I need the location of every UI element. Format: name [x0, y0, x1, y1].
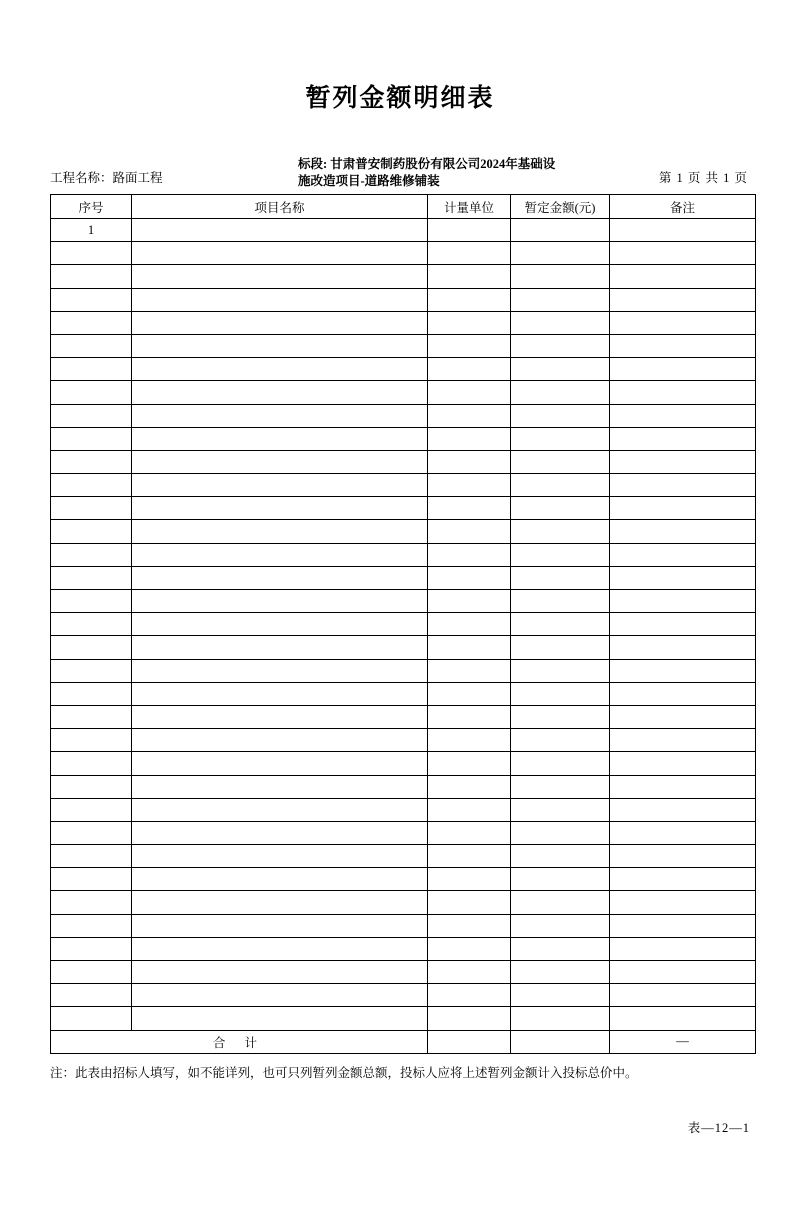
- cell-no[interactable]: [51, 775, 132, 798]
- cell-unit[interactable]: [428, 358, 511, 381]
- table-row: [51, 682, 756, 705]
- cell-amount[interactable]: [511, 219, 610, 242]
- cell-item-name[interactable]: [132, 219, 428, 242]
- cell-unit[interactable]: [428, 705, 511, 728]
- table-row: [51, 798, 756, 821]
- table-row: [51, 775, 756, 798]
- project-name: [50, 168, 163, 186]
- form-code: 表—12—1: [687, 1121, 750, 1135]
- table-row: [51, 265, 756, 288]
- cell-item-name[interactable]: [132, 891, 428, 914]
- table-row: [51, 868, 756, 891]
- table-row: [51, 729, 756, 752]
- cell-item-name[interactable]: [132, 914, 428, 937]
- cell-amount[interactable]: [511, 821, 610, 844]
- table-row: [51, 752, 756, 775]
- cell-remark[interactable]: [610, 219, 756, 242]
- cell-unit[interactable]: [428, 845, 511, 868]
- cell-amount[interactable]: [511, 590, 610, 613]
- column-header-no: 序号: [51, 195, 132, 219]
- cell-remark[interactable]: [610, 543, 756, 566]
- cell-unit[interactable]: [428, 729, 511, 752]
- cell-remark[interactable]: [610, 474, 756, 497]
- table-row: [51, 636, 756, 659]
- table-row: [51, 891, 756, 914]
- cell-item-name[interactable]: [132, 288, 428, 311]
- cell-remark[interactable]: [610, 427, 756, 450]
- cell-amount[interactable]: [511, 311, 610, 334]
- cell-item-name[interactable]: [132, 752, 428, 775]
- cell-remark[interactable]: [610, 520, 756, 543]
- cell-remark[interactable]: [610, 311, 756, 334]
- page-title: 暂列金额明细表: [305, 84, 495, 112]
- cell-no[interactable]: [51, 520, 132, 543]
- cell-remark[interactable]: [610, 729, 756, 752]
- cell-remark[interactable]: [610, 381, 756, 404]
- cell-no[interactable]: [51, 961, 132, 984]
- cell-item-name[interactable]: [132, 798, 428, 821]
- cell-item-name[interactable]: [132, 937, 428, 960]
- cell-amount[interactable]: [511, 450, 610, 473]
- cell-amount[interactable]: [511, 520, 610, 543]
- cell-no[interactable]: [51, 613, 132, 636]
- cell-amount[interactable]: [511, 242, 610, 265]
- cell-no[interactable]: [51, 427, 132, 450]
- cell-item-name[interactable]: [132, 566, 428, 589]
- cell-no[interactable]: [51, 381, 132, 404]
- cell-no[interactable]: [51, 474, 132, 497]
- cell-remark[interactable]: [610, 845, 756, 868]
- table-body: [51, 219, 756, 1031]
- cell-item-name[interactable]: [132, 358, 428, 381]
- cell-item-name[interactable]: [132, 590, 428, 613]
- cell-remark[interactable]: [610, 566, 756, 589]
- cell-item-name[interactable]: [132, 427, 428, 450]
- cell-amount[interactable]: [511, 775, 610, 798]
- cell-amount[interactable]: [511, 705, 610, 728]
- table-row: [51, 450, 756, 473]
- cell-remark[interactable]: [610, 358, 756, 381]
- cell-no[interactable]: [51, 914, 132, 937]
- table-row: [51, 334, 756, 357]
- provisional-sum-table: [50, 194, 756, 1054]
- table-row: [51, 474, 756, 497]
- cell-unit[interactable]: [428, 497, 511, 520]
- cell-remark[interactable]: [610, 891, 756, 914]
- cell-no[interactable]: [51, 845, 132, 868]
- cell-unit[interactable]: [428, 613, 511, 636]
- cell-amount[interactable]: [511, 381, 610, 404]
- cell-no[interactable]: [51, 798, 132, 821]
- cell-unit[interactable]: [428, 891, 511, 914]
- cell-no[interactable]: [51, 450, 132, 473]
- table-row: [51, 590, 756, 613]
- cell-item-name[interactable]: [132, 636, 428, 659]
- cell-no[interactable]: [51, 752, 132, 775]
- cell-no[interactable]: [51, 682, 132, 705]
- table-total-row: [51, 1030, 756, 1053]
- cell-unit[interactable]: [428, 937, 511, 960]
- cell-unit[interactable]: [428, 381, 511, 404]
- column-header-item-name: 项目名称: [132, 195, 428, 219]
- meta-header: [50, 156, 750, 192]
- cell-no[interactable]: [51, 659, 132, 682]
- cell-remark[interactable]: [610, 798, 756, 821]
- cell-item-name[interactable]: [132, 775, 428, 798]
- cell-item-name[interactable]: [132, 543, 428, 566]
- total-remark: —: [610, 1030, 756, 1053]
- cell-unit[interactable]: [428, 311, 511, 334]
- table-row: [51, 845, 756, 868]
- cell-remark[interactable]: [610, 288, 756, 311]
- cell-unit[interactable]: [428, 1007, 511, 1030]
- table-row: [51, 543, 756, 566]
- cell-amount[interactable]: [511, 474, 610, 497]
- cell-remark[interactable]: [610, 636, 756, 659]
- cell-remark[interactable]: [610, 497, 756, 520]
- cell-remark[interactable]: [610, 659, 756, 682]
- cell-amount[interactable]: [511, 334, 610, 357]
- table-row: [51, 358, 756, 381]
- cell-amount[interactable]: [511, 682, 610, 705]
- cell-unit[interactable]: [428, 242, 511, 265]
- cell-no[interactable]: [51, 729, 132, 752]
- cell-item-name[interactable]: [132, 242, 428, 265]
- cell-unit[interactable]: [428, 682, 511, 705]
- cell-no[interactable]: [51, 891, 132, 914]
- cell-unit[interactable]: [428, 798, 511, 821]
- cell-amount[interactable]: [511, 914, 610, 937]
- cell-no[interactable]: [51, 566, 132, 589]
- cell-no[interactable]: [51, 311, 132, 334]
- cell-unit[interactable]: [428, 520, 511, 543]
- cell-amount[interactable]: [511, 798, 610, 821]
- table-row: [51, 1007, 756, 1030]
- cell-amount[interactable]: [511, 659, 610, 682]
- total-unit: [428, 1030, 511, 1053]
- cell-remark[interactable]: [610, 613, 756, 636]
- cell-remark[interactable]: [610, 682, 756, 705]
- cell-remark[interactable]: [610, 961, 756, 984]
- table-header-row: [51, 195, 756, 219]
- cell-item-name[interactable]: [132, 474, 428, 497]
- section-name-line1: 标段: 甘肃普安制药股份有限公司2024年基础设: [298, 157, 556, 171]
- table-row: [51, 984, 756, 1007]
- table-row: [51, 961, 756, 984]
- cell-item-name[interactable]: [132, 381, 428, 404]
- cell-no[interactable]: [51, 821, 132, 844]
- cell-amount[interactable]: [511, 636, 610, 659]
- cell-amount[interactable]: [511, 613, 610, 636]
- table-row: [51, 381, 756, 404]
- cell-remark[interactable]: [610, 752, 756, 775]
- section-name: [298, 156, 588, 190]
- cell-unit[interactable]: [428, 288, 511, 311]
- cell-remark[interactable]: [610, 590, 756, 613]
- cell-no[interactable]: [51, 358, 132, 381]
- cell-amount[interactable]: [511, 288, 610, 311]
- cell-unit[interactable]: [428, 590, 511, 613]
- cell-amount[interactable]: [511, 265, 610, 288]
- cell-item-name[interactable]: [132, 520, 428, 543]
- cell-unit[interactable]: [428, 334, 511, 357]
- cell-item-name[interactable]: [132, 1007, 428, 1030]
- cell-unit[interactable]: [428, 219, 511, 242]
- cell-item-name[interactable]: [132, 705, 428, 728]
- cell-item-name[interactable]: [132, 729, 428, 752]
- cell-unit[interactable]: [428, 543, 511, 566]
- cell-unit[interactable]: [428, 914, 511, 937]
- table-row: [51, 520, 756, 543]
- table-row: [51, 613, 756, 636]
- cell-item-name[interactable]: [132, 821, 428, 844]
- cell-remark[interactable]: [610, 450, 756, 473]
- cell-amount[interactable]: [511, 752, 610, 775]
- project-name-value: 路面工程: [112, 171, 163, 185]
- document-page: [0, 78, 800, 1206]
- table-row: [51, 427, 756, 450]
- cell-unit[interactable]: [428, 659, 511, 682]
- cell-item-name[interactable]: [132, 404, 428, 427]
- cell-no[interactable]: [51, 636, 132, 659]
- cell-no[interactable]: [51, 265, 132, 288]
- cell-remark[interactable]: [610, 914, 756, 937]
- cell-item-name[interactable]: [132, 845, 428, 868]
- cell-amount[interactable]: [511, 845, 610, 868]
- cell-item-name[interactable]: [132, 497, 428, 520]
- cell-no[interactable]: [51, 543, 132, 566]
- cell-amount[interactable]: [511, 729, 610, 752]
- cell-amount[interactable]: [511, 404, 610, 427]
- cell-unit[interactable]: [428, 474, 511, 497]
- cell-amount[interactable]: [511, 566, 610, 589]
- cell-no[interactable]: [51, 868, 132, 891]
- cell-unit[interactable]: [428, 984, 511, 1007]
- cell-remark[interactable]: [610, 334, 756, 357]
- table-row: [51, 566, 756, 589]
- cell-amount[interactable]: [511, 358, 610, 381]
- cell-unit[interactable]: [428, 566, 511, 589]
- cell-unit[interactable]: [428, 868, 511, 891]
- page-indicator: 第 1 页 共 1 页: [658, 171, 748, 185]
- cell-unit[interactable]: [428, 265, 511, 288]
- table-row: [51, 242, 756, 265]
- cell-amount[interactable]: [511, 868, 610, 891]
- cell-unit[interactable]: [428, 775, 511, 798]
- cell-unit[interactable]: [428, 961, 511, 984]
- cell-no[interactable]: [51, 1007, 132, 1030]
- cell-amount[interactable]: [511, 961, 610, 984]
- cell-item-name[interactable]: [132, 868, 428, 891]
- project-name-label: 工程名称：: [50, 171, 113, 185]
- cell-remark[interactable]: [610, 265, 756, 288]
- table-row: [51, 659, 756, 682]
- cell-amount[interactable]: [511, 427, 610, 450]
- table-note: 注：此表由招标人填写，如不能详列，也可只列暂列金额总额，投标人应将上述暂列金额计入投标总价中。: [50, 1065, 638, 1080]
- cell-amount[interactable]: [511, 984, 610, 1007]
- cell-amount[interactable]: [511, 497, 610, 520]
- cell-no[interactable]: [51, 590, 132, 613]
- cell-unit[interactable]: [428, 821, 511, 844]
- column-header-amount: 暂定金额(元): [511, 195, 610, 219]
- cell-item-name[interactable]: [132, 334, 428, 357]
- table-row: [51, 937, 756, 960]
- cell-remark[interactable]: [610, 242, 756, 265]
- cell-item-name[interactable]: [132, 961, 428, 984]
- cell-unit[interactable]: [428, 450, 511, 473]
- table-row: [51, 497, 756, 520]
- cell-no[interactable]: [51, 937, 132, 960]
- table-row: [51, 288, 756, 311]
- table-row: [51, 219, 756, 242]
- table-row: [51, 914, 756, 937]
- cell-remark[interactable]: [610, 1007, 756, 1030]
- cell-no[interactable]: [51, 705, 132, 728]
- cell-item-name[interactable]: [132, 682, 428, 705]
- cell-item-name[interactable]: [132, 613, 428, 636]
- total-label: 合 计: [51, 1030, 428, 1053]
- cell-no[interactable]: [51, 334, 132, 357]
- column-header-unit: 计量单位: [428, 195, 511, 219]
- cell-item-name[interactable]: [132, 984, 428, 1007]
- cell-remark[interactable]: [610, 984, 756, 1007]
- total-amount: [511, 1030, 610, 1053]
- cell-item-name[interactable]: [132, 450, 428, 473]
- cell-unit[interactable]: [428, 427, 511, 450]
- cell-remark[interactable]: [610, 821, 756, 844]
- cell-remark[interactable]: [610, 705, 756, 728]
- cell-no[interactable]: [51, 404, 132, 427]
- column-header-remark: 备注: [610, 195, 756, 219]
- cell-no[interactable]: 1: [51, 219, 132, 242]
- cell-remark[interactable]: [610, 775, 756, 798]
- cell-no[interactable]: [51, 288, 132, 311]
- table-row: [51, 821, 756, 844]
- cell-item-name[interactable]: [132, 265, 428, 288]
- cell-item-name[interactable]: [132, 311, 428, 334]
- cell-no[interactable]: [51, 984, 132, 1007]
- table-row: [51, 705, 756, 728]
- cell-amount[interactable]: [511, 543, 610, 566]
- cell-remark[interactable]: [610, 404, 756, 427]
- cell-no[interactable]: [51, 242, 132, 265]
- cell-item-name[interactable]: [132, 659, 428, 682]
- cell-amount[interactable]: [511, 937, 610, 960]
- cell-unit[interactable]: [428, 404, 511, 427]
- cell-no[interactable]: [51, 497, 132, 520]
- table-row: [51, 404, 756, 427]
- cell-remark[interactable]: [610, 937, 756, 960]
- section-name-line2: 施改造项目-道路维修铺装: [298, 174, 440, 188]
- cell-remark[interactable]: [610, 868, 756, 891]
- cell-amount[interactable]: [511, 891, 610, 914]
- cell-unit[interactable]: [428, 636, 511, 659]
- cell-unit[interactable]: [428, 752, 511, 775]
- table-row: [51, 311, 756, 334]
- cell-amount[interactable]: [511, 1007, 610, 1030]
